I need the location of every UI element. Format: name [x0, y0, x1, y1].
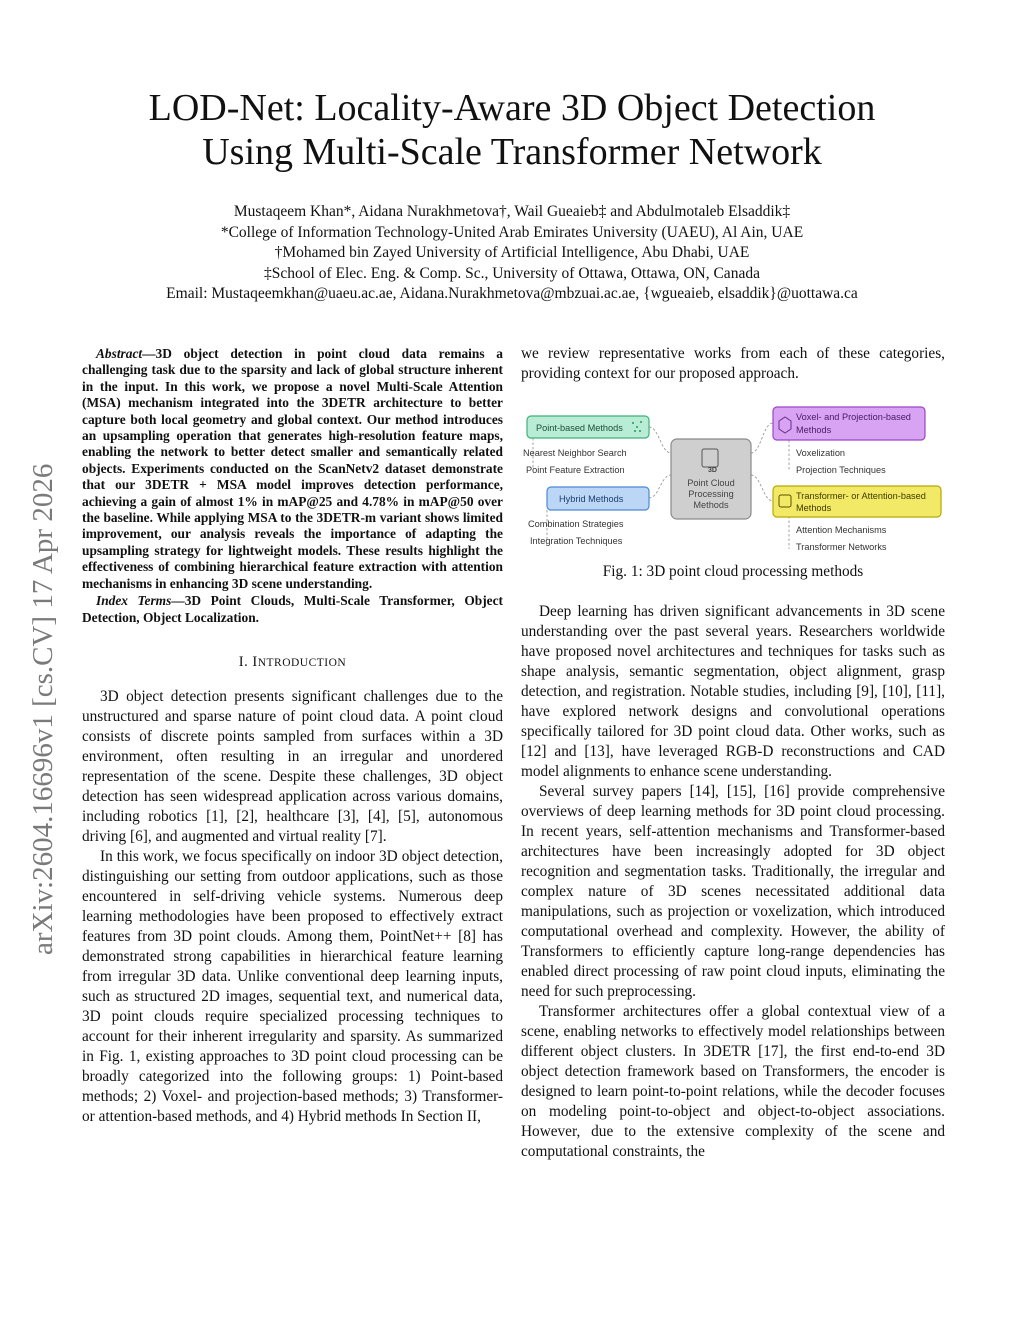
transformer-sub-2: Transformer Networks [796, 542, 887, 552]
paragraph: 3D object detection presents significant challenges due to the unstructured and sparse nature of point cloud data. A point cloud consists of discrete points sampled from surfaces within a 3D environment, often resulting in an irregular and unordered representation of the scene. Despite these challenges, 3D object detection has seen widespread application across various domains, including robotics [1], [2], healthcare [3], [4], [5], autonomous driving [6], and augmented and virtual reality [7]. [82, 687, 503, 845]
index-terms-label: Index Terms [96, 593, 172, 609]
paragraph: Deep learning has driven significant advancements in 3D scene understanding over the past several years. Researchers worldwide have proposed novel architectures and techniques for tasks such as shape analysis, semantic segmentation, object alignment, grasp detection, and registration. Notable studies, including [9], [10], [11], have explored network designs and convolutional operations specifically tailored for 3D point cloud data. Other works, such as [12] and [13], have leveraged RGB-D reconstructions and CAD model alignments to enhance scene understanding. [521, 603, 945, 780]
svg-text:Methods: Methods [796, 425, 832, 435]
affiliation-2: †Mohamed bin Zayed University of Artificial Intelligence, Abu Dhabi, UAE [274, 244, 750, 261]
voxel-sub-2: Projection Techniques [796, 465, 886, 475]
transformer-sub-1: Attention Mechanisms [796, 525, 887, 535]
author-names: Mustaqeem Khan*, Aidana Nurakhmetova†, Wail Gueaieb‡ and Abdulmotaleb Elsaddik‡ [233, 203, 791, 220]
svg-text:Methods: Methods [693, 500, 729, 510]
right-column [521, 602, 945, 1162]
title-line-2: Using Multi-Scale Transformer Network [202, 131, 822, 173]
paper-title [0, 86, 1024, 174]
svg-text:Processing: Processing [688, 489, 734, 499]
paragraph: Several survey papers [14], [15], [16] provide comprehensive overviews of deep learning methods for 3D point cloud processing. In recent years, self-attention mechanisms and Transformer-based architectures have been increasingly adopted for 3D object recognition and segmentation tasks. Traditionally, the irregular and complex nature of 3D scenes necessitated additional data manipulations, such as projection or voxelization, which introduced computational overhead and complexity. However, the ability of Transformers to efficiently capture long-range dependencies has enabled direct processing of raw point cloud inputs, eliminating the need for such preprocessing. [521, 783, 945, 1000]
center-label-line1: Point Cloud [687, 478, 735, 488]
abstract [82, 346, 503, 626]
point-sub-1: Nearest Neighbor Search [523, 448, 627, 458]
affiliation-1: *College of Information Technology-United Arab Emirates University (UAEU), Al Ain, UAE [220, 223, 804, 241]
abstract-text: —3D object detection in point cloud data remains a challenging task due to the sparsity and lack of global structure inherent in the input. In this work, we propose a novel Multi-Scale Attention (MSA) mechanism integrated into the 3DETR architecture to better capture both local geometry and global context. Our method introduces an upsampling operation that generates high-resolution feature maps, enabling the network to better detect smaller and semantically related objects. Experiments conducted on the ScanNetv2 dataset demonstrate that our 3DETR + MSA model improves detection performance, achieving a gain of almost 1% in mAP@25 and 4.78% in mAP@50 over the baseline. While applying MSA to the 3DETR-m variant shows limited improvement, our analysis reveals the importance of adapting the upsampling strategy for lightweight models. These results highlight the effectiveness of combining hierarchical feature extraction with attention mechanisms in enhancing 3D scene understanding. [82, 346, 503, 591]
voxel-sub-1: Voxelization [796, 448, 846, 458]
hybrid-sub-2: Integration Techniques [530, 536, 623, 546]
index-terms-text: —3D Point Clouds, Multi-Scale Transformer, Object Detection, Object Localization. [82, 593, 503, 625]
author-emails: Email: Mustaqeemkhan@uaeu.ac.ae, Aidana.Nurakhmetova@mbzuai.ac.ae, {wgueaieb, elsaddik}@uottawa.ca [166, 285, 858, 302]
cube-3d-icon: 3D [708, 467, 717, 474]
affiliation-3: ‡School of Elec. Eng. & Comp. Sc., University of Ottawa, Ottawa, ON, Canada [264, 264, 760, 282]
arxiv-stamp: arXiv:2604.16696v1 [cs.CV] 17 Apr 2026 [27, 463, 59, 955]
box-point-based: Point-based Methods [536, 423, 623, 433]
paragraph: Transformer architectures offer a global contextual view of a scene, enabling networks to effectively model relationships between different object clusters. In 3DETR [17], the first end-to-end 3D object detection framework based on Transformers, the encoder is designed to learn point-to-point relations, while the decoder focuses on modeling point-to-object and object-to-object associations. However, due to the extensive complexity of the scene and computational constraints, the [521, 1003, 945, 1160]
title-line-1: LOD-Net: Locality-Aware 3D Object Detection [148, 87, 876, 129]
section-heading-introduction: I. INTRODUCTION [238, 653, 347, 670]
paragraph: In this work, we focus specifically on indoor 3D object detection, distinguishing our setting from outdoor applications, such as those encountered in self-driving vehicle systems. Numerous deep learning methodologies have been proposed to effectively extract features from 3D point clouds. Among them, PointNet++ [8] has demonstrated strong capabilities in hierarchical feature learning from irregular 3D data. Unlike conventional deep learning inputs, such as structured 2D images, sequential text, and numerical data, 3D point clouds require specialized processing techniques to account for their inherent irregularity and sparsity. As summarized in Fig. 1, existing approaches to 3D point cloud processing can be broadly categorized into the following groups: 1) Point-based methods; 2) Voxel- and projection-based methods; 3) Transformer- or attention-based methods, and 4) Hybrid methods In Section II, [82, 847, 503, 1125]
abstract-label: Abstract [96, 346, 143, 361]
box-transformer: Transformer- or Attention-based [796, 491, 926, 501]
right-column-top [521, 344, 945, 384]
hybrid-sub-1: Combination Strategies [528, 519, 624, 529]
figure-caption: Fig. 1: 3D point cloud processing methods [602, 563, 864, 580]
box-hybrid: Hybrid Methods [559, 494, 624, 504]
paragraph: we review representative works from each of these categories, providing context for our proposed approach. [521, 345, 945, 382]
left-column [82, 346, 503, 1127]
point-sub-2: Point Feature Extraction [526, 465, 625, 475]
author-block [0, 202, 1024, 305]
box-voxel: Voxel- and Projection-based [796, 412, 911, 422]
svg-text:Methods: Methods [796, 503, 832, 513]
figure-point-cloud-methods [521, 403, 945, 555]
